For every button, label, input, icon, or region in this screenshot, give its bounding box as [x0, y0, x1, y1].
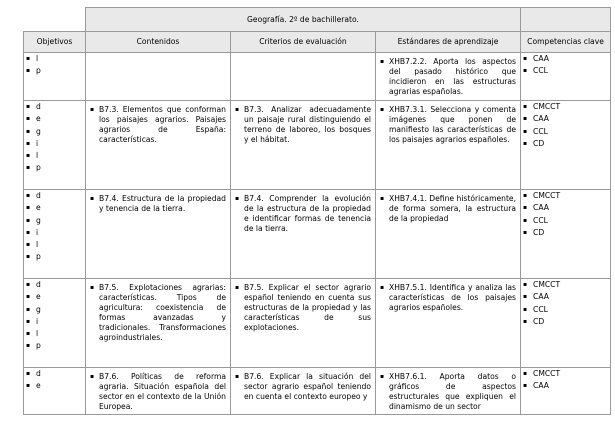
objetivo-item: ▪ d — [24, 368, 85, 380]
contenidos-cell — [86, 279, 231, 368]
competencias-list — [521, 190, 610, 239]
contenidos-text: ▪ B7.3. Elementos que conforman los paisajes agrarios. Paisajes agrarios de España: características. — [90, 105, 226, 145]
objetivos-cell — [24, 368, 86, 415]
competencia-item: ▪ CMCCT — [521, 279, 610, 291]
objetivo-item: ▪ p — [24, 162, 85, 174]
empty-corner-cell — [24, 8, 86, 32]
table-row — [24, 101, 611, 190]
competencia-item: ▪ CD — [521, 138, 610, 150]
competencia-item: ▪ CCL — [521, 65, 610, 77]
objetivo-item: ▪ d — [24, 190, 85, 202]
contenidos-text: ▪ B7.4. Estructura de la propiedad y tenencia de la tierra. — [90, 194, 226, 214]
objetivo-item: ▪ d — [24, 101, 85, 113]
competencia-item: ▪ CCL — [521, 126, 610, 138]
objetivos-cell — [24, 101, 86, 190]
objetivos-list — [24, 279, 85, 353]
competencias-cell — [521, 53, 611, 101]
objetivo-item: ▪ e — [24, 202, 85, 214]
objetivos-cell — [24, 190, 86, 279]
contenidos-cell — [86, 53, 231, 101]
competencia-item: ▪ CCL — [521, 304, 610, 316]
objetivos-cell — [24, 279, 86, 368]
objetivo-item: ▪ l — [24, 239, 85, 251]
competencia-item: ▪ CAA — [521, 202, 610, 214]
empty-title-cell — [521, 8, 611, 32]
estandares-cell — [376, 53, 521, 101]
objetivo-item: ▪ i — [24, 316, 85, 328]
objetivo-item: ▪ l — [24, 53, 85, 65]
objetivos-list — [24, 368, 85, 393]
header-row — [24, 32, 611, 53]
title-row — [24, 8, 611, 32]
estandares-cell — [376, 190, 521, 279]
competencias-list — [521, 368, 610, 393]
header-criterios: Criterios de evaluación — [231, 32, 376, 53]
contenidos-text: ▪ B7.5. Explotaciones agrarias: características. Tipos de agricultura: coexistencia de formas avanzadas y tradicionales. Transformaciones agroindustriales. — [90, 283, 226, 343]
objetivo-item: ▪ l — [24, 328, 85, 340]
contenidos-text: ▪ B7.6. Políticas de reforma agraria. Situación española del sector en el contexto de la Unión Europea. — [90, 372, 226, 412]
criterios-cell — [231, 279, 376, 368]
competencia-item: ▪ CD — [521, 316, 610, 328]
contenidos-cell — [86, 368, 231, 415]
competencia-item: ▪ CMCCT — [521, 368, 610, 380]
criterios-cell — [231, 190, 376, 279]
competencias-list — [521, 101, 610, 150]
competencia-item: ▪ CMCCT — [521, 190, 610, 202]
competencias-cell — [521, 190, 611, 279]
table-title: Geografía. 2º de bachillerato. — [86, 8, 521, 32]
objetivo-item: ▪ p — [24, 251, 85, 263]
competencias-cell — [521, 368, 611, 415]
header-competencias: Competencias clave — [521, 32, 611, 53]
objetivo-item: ▪ i — [24, 227, 85, 239]
table-row — [24, 190, 611, 279]
objetivos-cell — [24, 53, 86, 101]
objetivos-list — [24, 101, 85, 175]
curriculum-table — [23, 7, 611, 415]
estandares-text: ▪ XHB7.2.2. Aporta los aspectos del pasado histórico que incidieron en las estructuras agrarias españolas. — [380, 57, 516, 97]
estandares-cell — [376, 368, 521, 415]
objetivo-item: ▪ e — [24, 291, 85, 303]
objetivo-item: ▪ l — [24, 150, 85, 162]
objetivo-item: ▪ p — [24, 65, 85, 77]
objetivo-item: ▪ p — [24, 340, 85, 352]
contenidos-cell — [86, 190, 231, 279]
estandares-text: ▪ XHB7.6.1. Aporta datos o gráficos de aspectos estructurales que expliquen el dinamismo de un sector — [380, 372, 516, 412]
competencia-item: ▪ CAA — [521, 53, 610, 65]
estandares-cell — [376, 101, 521, 190]
competencia-item: ▪ CAA — [521, 291, 610, 303]
criterios-text: ▪ B7.3. Analizar adecuadamente un paisaje rural distinguiendo el terreno de laboreo, los bosques y el hábitat. — [235, 105, 371, 145]
objetivo-item: ▪ g — [24, 215, 85, 227]
table-row — [24, 53, 611, 101]
objetivo-item: ▪ d — [24, 279, 85, 291]
objetivos-list — [24, 190, 85, 264]
competencia-item: ▪ CAA — [521, 113, 610, 125]
criterios-text: ▪ B7.6. Explicar la situación del sector agrario español teniendo en cuenta el contexto europeo y — [235, 372, 371, 402]
competencia-item: ▪ CAA — [521, 380, 610, 392]
criterios-text: ▪ B7.5. Explicar el sector agrario español teniendo en cuenta sus estructuras de la propiedad y las características de sus explotaciones. — [235, 283, 371, 333]
competencia-item: ▪ CD — [521, 227, 610, 239]
table-row — [24, 279, 611, 368]
criterios-cell — [231, 101, 376, 190]
estandares-text: ▪ XHB7.3.1. Selecciona y comenta imágenes que ponen de manifiesto las características de los paisajes agrarios españoles. — [380, 105, 516, 145]
competencias-cell — [521, 279, 611, 368]
estandares-text: ▪ XHB7.5.1. Identifica y analiza las características de los paisajes agrarios españoles. — [380, 283, 516, 313]
competencias-list — [521, 279, 610, 328]
competencia-item: ▪ CCL — [521, 215, 610, 227]
header-objetivos: Objetivos — [24, 32, 86, 53]
header-contenidos: Contenidos — [86, 32, 231, 53]
estandares-cell — [376, 279, 521, 368]
estandares-text: ▪ XHB7.4.1. Define históricamente, de forma somera, la estructura de la propiedad — [380, 194, 516, 224]
contenidos-cell — [86, 101, 231, 190]
criterios-text: ▪ B7.4. Comprender la evolución de la estructura de la propiedad e identificar formas de tenencia de la tierra. — [235, 194, 371, 234]
objetivo-item: ▪ e — [24, 380, 85, 392]
table-row — [24, 368, 611, 415]
competencias-cell — [521, 101, 611, 190]
competencia-item: ▪ CMCCT — [521, 101, 610, 113]
criterios-cell — [231, 53, 376, 101]
objetivos-list — [24, 53, 85, 78]
objetivo-item: ▪ e — [24, 113, 85, 125]
objetivo-item: ▪ i — [24, 138, 85, 150]
header-estandares: Estándares de aprendizaje — [376, 32, 521, 53]
criterios-cell — [231, 368, 376, 415]
competencias-list — [521, 53, 610, 78]
objetivo-item: ▪ g — [24, 126, 85, 138]
objetivo-item: ▪ g — [24, 304, 85, 316]
